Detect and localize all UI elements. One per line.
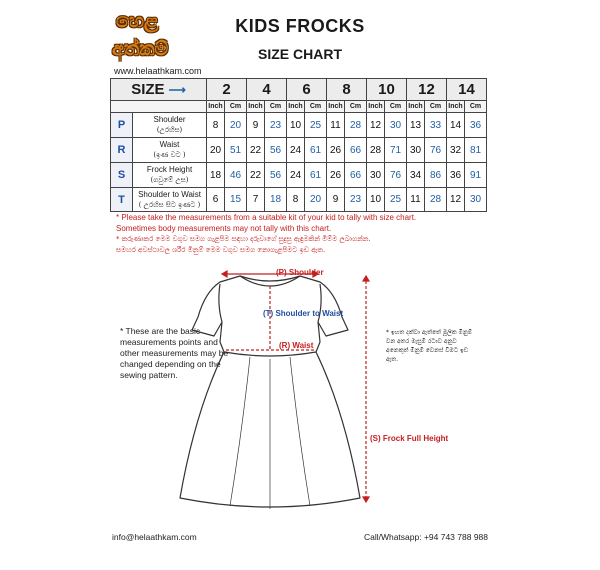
- value-inch: 24: [287, 138, 305, 163]
- label-shoulder-to-waist: (T) Shoulder to Waist: [263, 309, 344, 318]
- unit-cm: Cm: [465, 101, 487, 113]
- footer-phone: Call/Whatsapp: +94 743 788 988: [363, 532, 488, 542]
- value-cm: 61: [305, 138, 327, 163]
- unit-cm: Cm: [425, 101, 447, 113]
- measure-name: Shoulder to Waist: [138, 189, 201, 199]
- note-line-si: * කරුණාකර මෙම වගුව සමග ගැළපීම සඳහා දරුවාගේ සුදුසු ඇඳුමකින් මිම්ම ලබාගන්න.: [116, 235, 371, 243]
- size-column-header: 14: [447, 79, 487, 101]
- measure-code: S: [111, 163, 133, 188]
- value-inch: 22: [247, 138, 265, 163]
- measure-name-si: (ඉණ වට ): [153, 151, 186, 159]
- measure-code: T: [111, 188, 133, 212]
- value-cm: 36: [465, 113, 487, 138]
- measure-name-cell: [133, 163, 207, 188]
- unit-cm: Cm: [265, 101, 287, 113]
- value-cm: 66: [345, 138, 367, 163]
- value-cm: 20: [305, 188, 327, 212]
- measurement-notes: [116, 212, 416, 256]
- value-cm: 86: [425, 163, 447, 188]
- size-column-header: 8: [327, 79, 367, 101]
- unit-inch: Inch: [247, 101, 265, 113]
- value-cm: 91: [465, 163, 487, 188]
- value-inch: 28: [367, 138, 385, 163]
- value-cm: 23: [345, 188, 367, 212]
- page-title: KIDS FROCKS: [235, 16, 365, 36]
- value-inch: 9: [247, 113, 265, 138]
- size-column-header: 6: [287, 79, 327, 101]
- measure-code: R: [111, 138, 133, 163]
- value-inch: 8: [207, 113, 225, 138]
- measure-name: Frock Height: [146, 165, 193, 174]
- note-line-si: සමහර අවස්ථාවල ශරීර මිනුම් මෙම වගුව සමග නොගැළපීමට ඉඩ ඇත.: [116, 246, 326, 254]
- value-cm: 25: [305, 113, 327, 138]
- unit-cm: Cm: [385, 101, 407, 113]
- value-cm: 56: [265, 138, 287, 163]
- note-line: * Please take the measurements from a suitable kit of your kid to tally with size chart.: [116, 213, 417, 222]
- value-inch: 11: [327, 113, 345, 138]
- value-inch: 24: [287, 163, 305, 188]
- value-cm: 46: [225, 163, 247, 188]
- size-label: SIZE: [131, 81, 165, 98]
- value-cm: 66: [345, 163, 367, 188]
- unit-cm: Cm: [225, 101, 247, 113]
- measure-name-si: (උරහිස): [156, 126, 183, 134]
- unit-inch: Inch: [207, 101, 225, 113]
- size-chart-table: [110, 78, 487, 212]
- logo-line2: අත්කම්: [112, 38, 169, 60]
- value-inch: 30: [367, 163, 385, 188]
- label-shoulder: (P) Shoulder: [276, 268, 324, 277]
- value-inch: 32: [447, 138, 465, 163]
- size-header-cell: [111, 79, 207, 101]
- size-column-header: 4: [247, 79, 287, 101]
- size-column-header: 2: [207, 79, 247, 101]
- value-cm: 51: [225, 138, 247, 163]
- value-inch: 34: [407, 163, 425, 188]
- label-full-height: (S) Frock Full Height: [370, 434, 449, 443]
- value-cm: 33: [425, 113, 447, 138]
- frock-diagram: [170, 262, 370, 520]
- arrow-right-icon: ⟶: [168, 83, 186, 97]
- value-inch: 12: [367, 113, 385, 138]
- size-column-header: 12: [407, 79, 447, 101]
- value-cm: 30: [465, 188, 487, 212]
- unit-cm: Cm: [345, 101, 367, 113]
- value-inch: 36: [447, 163, 465, 188]
- brand-logo: [110, 8, 190, 66]
- value-cm: 15: [225, 188, 247, 212]
- value-inch: 18: [207, 163, 225, 188]
- value-inch: 11: [407, 188, 425, 212]
- measure-name-si: ( උරහිස සිට ඉණට ): [138, 200, 201, 209]
- unit-inch: Inch: [407, 101, 425, 113]
- unit-inch: Inch: [447, 101, 465, 113]
- measure-name: Waist: [159, 140, 180, 149]
- value-inch: 13: [407, 113, 425, 138]
- unit-inch: Inch: [287, 101, 305, 113]
- value-cm: 61: [305, 163, 327, 188]
- unit-cm: Cm: [305, 101, 327, 113]
- value-cm: 28: [425, 188, 447, 212]
- basic-measurements-note-si: [386, 328, 478, 364]
- value-inch: 8: [287, 188, 305, 212]
- measure-code: P: [111, 113, 133, 138]
- arrow-icon: [222, 271, 369, 502]
- value-cm: 56: [265, 163, 287, 188]
- value-cm: 23: [265, 113, 287, 138]
- note-line: Sometimes body measurements may not tally with this chart.: [116, 224, 332, 233]
- value-inch: 26: [327, 138, 345, 163]
- footer-email: info@helaathkam.com: [112, 532, 197, 542]
- value-inch: 6: [207, 188, 225, 212]
- measure-name-cell: [133, 113, 207, 138]
- measure-name-si: (ගවුමේ උස): [150, 176, 189, 184]
- logo-line1: හෙළ: [116, 10, 159, 32]
- value-inch: 26: [327, 163, 345, 188]
- page-subtitle: SIZE CHART: [258, 46, 342, 62]
- value-inch: 20: [207, 138, 225, 163]
- value-inch: 14: [447, 113, 465, 138]
- frock-sleeve-left: [219, 284, 222, 322]
- value-inch: 12: [447, 188, 465, 212]
- unit-spacer: [111, 101, 207, 113]
- value-inch: 10: [367, 188, 385, 212]
- left-note-text: * These are the basic measurements points and other measurements may be changed depending on the sewing pattern.: [120, 326, 229, 380]
- value-cm: 76: [385, 163, 407, 188]
- value-cm: 81: [465, 138, 487, 163]
- unit-inch: Inch: [327, 101, 345, 113]
- measure-name-cell: [133, 188, 207, 212]
- website-text: www.helaathkam.com: [114, 66, 202, 76]
- value-inch: 22: [247, 163, 265, 188]
- size-column-header: 10: [367, 79, 407, 101]
- basic-measurements-note: [120, 326, 238, 381]
- measure-name-cell: [133, 138, 207, 163]
- right-note-text: * ඉහත දක්වා ඇත්තේ මූලික මිනුම් වන අතර මැසුම් රටාව අනුව අනෙකුත් මිනුම් වෙනස් වීමට ඉඩ ඇත.: [386, 329, 473, 363]
- value-cm: 30: [385, 113, 407, 138]
- frock-pleat: [290, 357, 310, 506]
- value-cm: 76: [425, 138, 447, 163]
- measure-name: Shoulder: [153, 115, 186, 124]
- value-cm: 71: [385, 138, 407, 163]
- value-cm: 20: [225, 113, 247, 138]
- value-cm: 18: [265, 188, 287, 212]
- value-cm: 25: [385, 188, 407, 212]
- value-inch: 7: [247, 188, 265, 212]
- value-inch: 30: [407, 138, 425, 163]
- value-inch: 9: [327, 188, 345, 212]
- label-waist: (R) Waist: [279, 341, 314, 350]
- unit-inch: Inch: [367, 101, 385, 113]
- value-cm: 28: [345, 113, 367, 138]
- value-inch: 10: [287, 113, 305, 138]
